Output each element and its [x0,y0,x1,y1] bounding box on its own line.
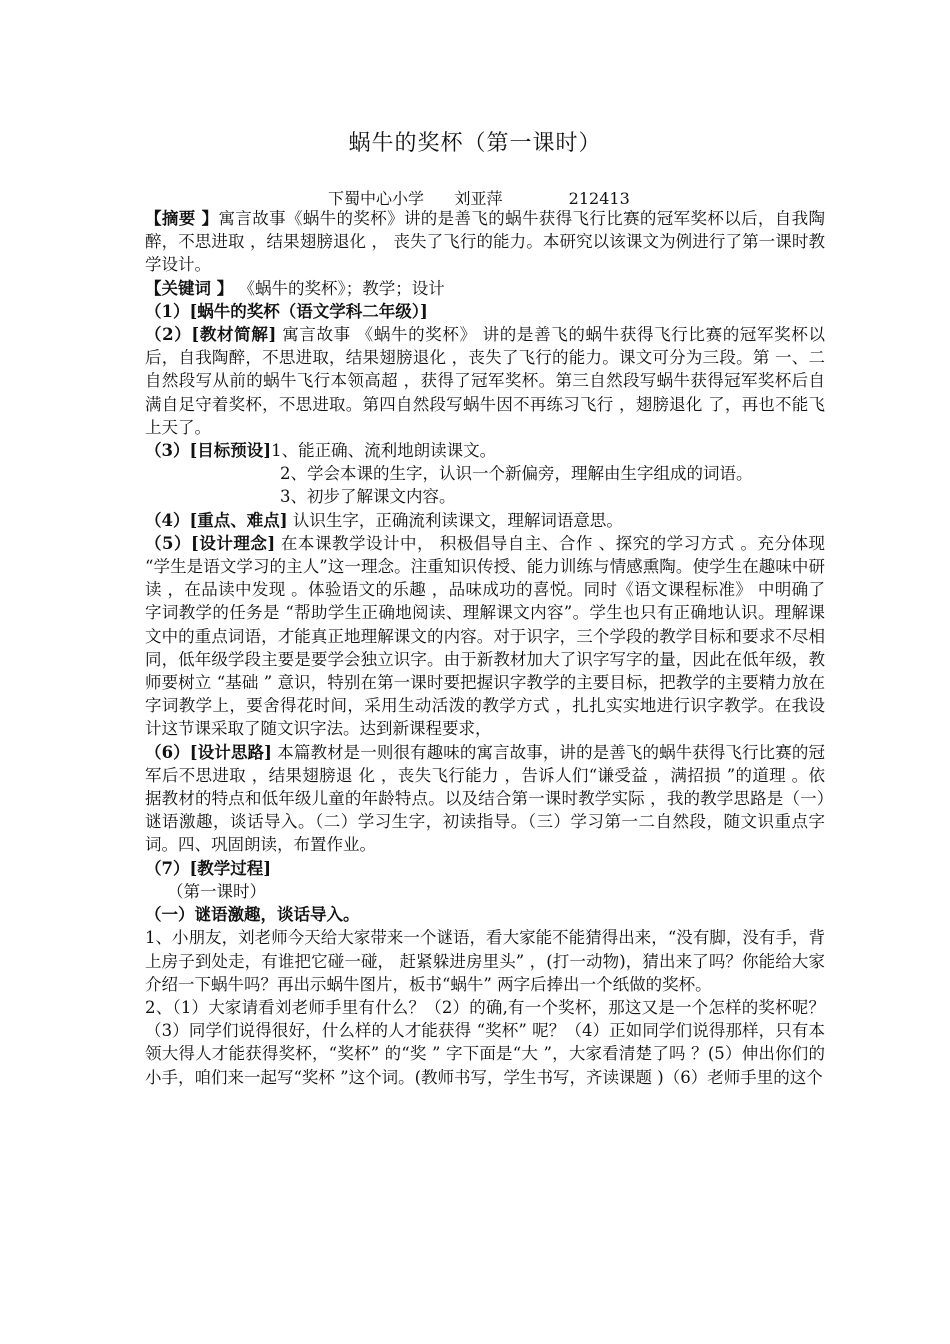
section-2-text: 寓言故事 《蜗牛的奖杯》 讲的是善飞的蜗牛获得飞行比赛的冠军奖杯以后，自我陶醉，不思进取，结果翅膀退化 ，丧失了飞行的能力。课文可分为三段。第 一、二自然段写从前的蜗牛飞行本领高超 ，获得了冠军奖杯。第三自然段写蜗牛获得冠军奖杯后自满自足守着奖杯，不思进取。第四自然段写蜗牛因不再练习飞行 ，翅膀退化 了，再也不能飞上天了。 [145,325,825,437]
section-2-label: （2）[教材简解] [145,325,277,345]
section-1-heading: （1）[蜗牛的奖杯（语文学科二年级）] [145,301,428,321]
goal-2: 2、学会本课的生字，认识一个新偏旁，理解由生字组成的词语。 [280,464,753,484]
section-7-heading: （7）[教学过程] [145,858,272,878]
goal-3: 3、初步了解课文内容。 [280,487,456,507]
section-6-text: 本篇教材是一则很有趣味的寓言故事，讲的是善飞的蜗牛获得飞行比赛的冠军后不思进取 ，结果翅膀退 化 ，丧失飞行能力 ，告诉人们“谦受益 ，满招损 ”的道理 。依据教材的特点和低年级儿童的年龄特点。以及结合第一课时教学实际 ，我的教学思路是（一）谜语激趣，谈话导入。（二）学习生字，初读指导。（三）学习第一二自然段，随文识重点字词。四、巩固朗读，布置作业。 [145,742,825,855]
section-3-paragraph [145,439,825,462]
author-name: 刘亚萍 [454,189,503,208]
keywords-text: 《蜗牛的奖杯》；教学；设计 [233,278,445,298]
author-code: 212413 [568,189,630,208]
author-school: 下蜀中心小学 [328,189,425,208]
section-6-paragraph [145,741,825,857]
section-6-label: （6）[设计思路] [145,742,272,762]
author-line [328,186,630,209]
lesson-label: （第一课时） [167,881,266,901]
section-4-text: 认识生字，正确流利读课文，理解词语意思。 [287,510,623,530]
abstract-text: 寓言故事《蜗牛的奖杯》讲的是善飞的蜗牛获得飞行比赛的冠军奖杯以后，自我陶醉，不思进取 ，结果翅膀退化 ， 丧失了飞行的能力。本研究以该课文为例进行了第一课时教学设计。 [145,209,825,275]
document-body [145,207,825,1089]
section-5-paragraph [145,532,825,741]
abstract-label: 【摘要 】 [145,209,219,228]
step-1-paragraph-2: 2、（1）大家请看刘老师手里有什么？（2）的确,有一个奖杯，那这又是一个怎样的奖杯呢？（3）同学们说得很好，什么样的人才能获得 “奖杯” 呢？（4）正如同学们说得那样，只有本领大得人才能获得奖杯，“奖杯” 的“奖 ” 字下面是“大 ”，大家看清楚了吗 ？(5）伸出你们的小手，咱们来一起写“奖杯 ”这个词。(教师书写，学生书写，齐读课题 )（6）老师手里的这个 [145,997,825,1087]
section-4-label: （4）[重点、难点] [145,510,288,530]
keywords-label: 【关键词 】 [145,278,234,298]
goal-1: 1、能正确、流利地朗读课文。 [271,441,497,461]
section-4-paragraph [145,509,825,532]
section-5-label: （5）[设计理念] [145,533,276,553]
abstract-paragraph [145,207,825,277]
step-1-paragraph-1: 1、小朋友，刘老师今天给大家带来一个谜语，看大家能不能猜得出来，“没有脚，没有手，背上房子到处走，有谁把它碰一碰， 赶紧躲进房里头” ，(打一动物)，猜出来了吗？你能给大家介绍一下蜗牛吗？再出示蜗牛图片，板书“蜗牛” 两字后捧出一个纸做的奖杯。 [145,928,825,994]
step-1-heading: （一）谜语激趣，谈话导入。 [145,905,360,925]
section-2-paragraph [145,323,825,439]
document-title: 蜗牛的奖杯（第一课时） [348,131,602,156]
keywords-paragraph [145,277,825,300]
section-3-label: （3）[目标预设] [145,441,272,461]
section-5-text: 在本课教学设计中， 积极倡导自主、合作 、探究的学习方式 。充分体现 “学生是语文学习的主人”这一理念。注重知识传授、能力训练与情感熏陶。使学生在趣味中研读 ，在品读中发现 。体验语文的乐趣 ，品味成功的喜悦。同时《语文课程标准》 中明确了字词教学的任务是 “帮助学生正确地阅读、理解课文内容”。学生也只有正确地认识。理解课文中的重点词语，才能真正地理解课文的内容。对于识字，三个学段的教学目标和要求不尽相同，低年级学段主要是要学会独立识字。由于新教材加大了识字写字的量，因此在低年级，教师要树立 “基础 ” 意识，特别在第一课时要把握识字教学的主要目标，把教学的主要精力放在字词教学上，要舍得花时间，采用生动活泼的教学方式 ，扎扎实实地进行识字教学。在我设计这节课采取了随文识字法。达到新课程要求， [145,533,825,739]
